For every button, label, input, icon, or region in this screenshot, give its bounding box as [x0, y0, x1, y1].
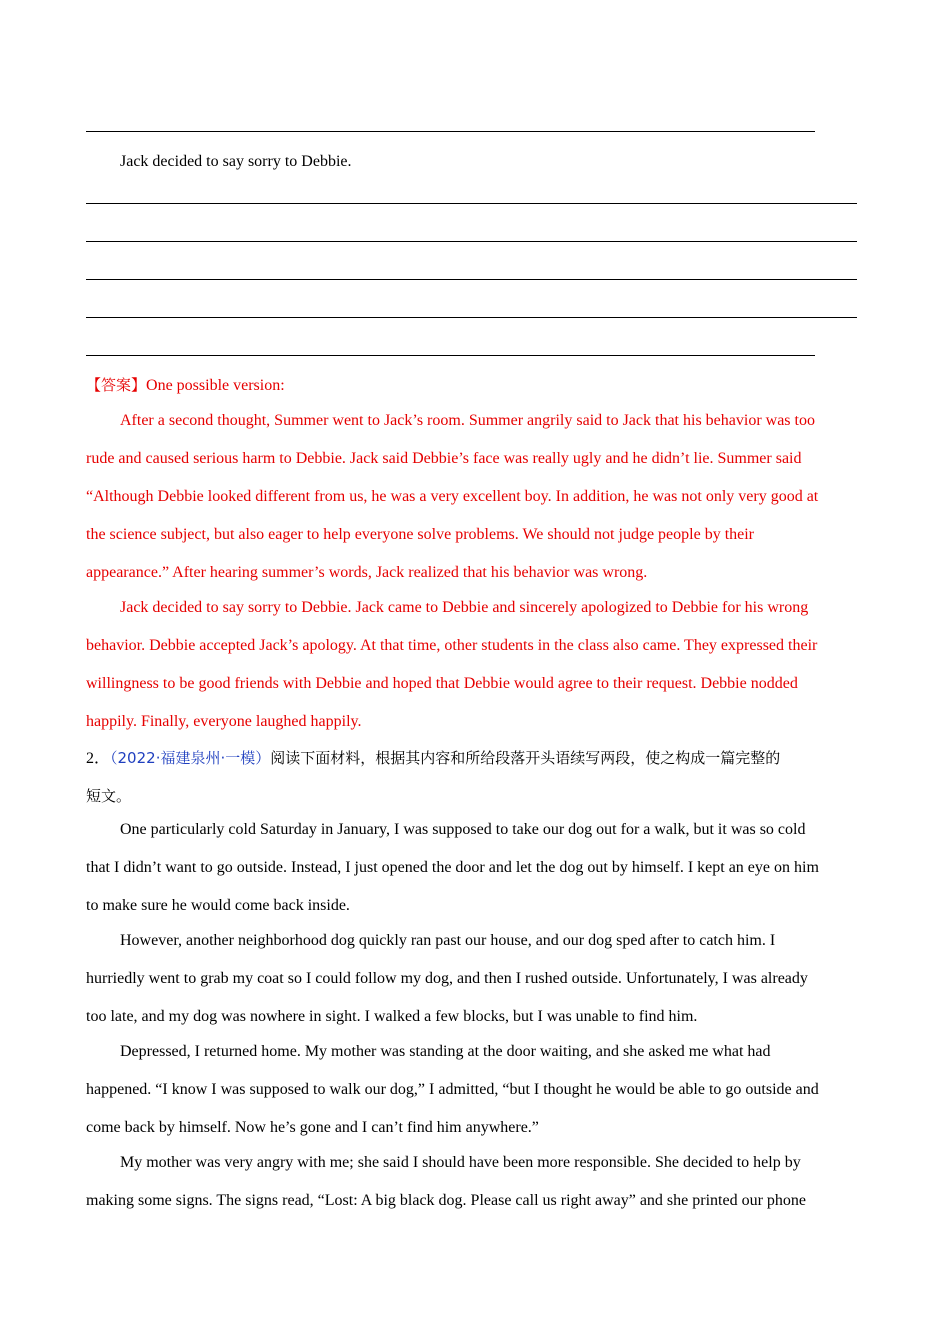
writing-line: [86, 131, 815, 132]
answer-text-line: happily. Finally, everyone laughed happily.: [86, 713, 362, 730]
writing-line: [86, 317, 857, 318]
passage-line: However, another neighborhood dog quickly ran past our house, and our dog sped after to catch him. I: [120, 932, 776, 949]
answer-intro: One possible version:: [146, 377, 285, 394]
question-number: 2．: [86, 750, 111, 767]
answer-text-line: behavior. Debbie accepted Jack’s apology. At that time, other students in the class also came. They expressed their: [86, 637, 818, 654]
passage-line: making some signs. The signs read, “Lost: A big black dog. Please call us right away” and she printed our phone: [86, 1192, 807, 1209]
answer-heading: [86, 375, 861, 396]
answer-text-line: rude and caused serious harm to Debbie. Jack said Debbie’s face was really ugly and he didn’t lie. Summer said: [86, 450, 802, 467]
passage-line: that I didn’t want to go outside. Instead, I just opened the door and let the dog out by himself. I kept an eye on him: [86, 859, 819, 876]
writing-line: [86, 355, 815, 356]
question-source: （2022·福建泉州·一模）: [110, 749, 271, 767]
passage-line: hurriedly went to grab my coat so I could follow my dog, and then I rushed outside. Unfortunately, I was already: [86, 970, 808, 987]
passage-line: to make sure he would come back inside.: [86, 897, 350, 914]
answer-text-line: the science subject, but also eager to help everyone solve problems. We should not judge people by their: [86, 526, 755, 543]
question-instruction-cont: 短文。: [86, 787, 132, 805]
passage-line: happened. “I know I was supposed to walk our dog,” I admitted, “but I thought he would be able to go outside and: [86, 1081, 819, 1098]
passage-line: too late, and my dog was nowhere in sight. I walked a few blocks, but I was unable to find him.: [86, 1008, 698, 1025]
passage-line: Depressed, I returned home. My mother was standing at the door waiting, and she asked me what had: [120, 1043, 771, 1060]
passage-line: One particularly cold Saturday in January, I was supposed to take our dog out for a walk, but it was so cold: [120, 821, 806, 838]
answer-text-line: After a second thought, Summer went to Jack’s room. Summer angrily said to Jack that his behavior was too: [120, 412, 815, 429]
writing-line: [86, 279, 857, 280]
passage-line: come back by himself. Now he’s gone and I can’t find him anywhere.”: [86, 1119, 539, 1136]
question-instruction: 阅读下面材料，根据其内容和所给段落开头语续写两段，使之构成一篇完整的: [270, 749, 781, 767]
paragraph-prompt: Jack decided to say sorry to Debbie.: [120, 153, 352, 170]
answer-text-line: “Although Debbie looked different from us, he was a very excellent boy. In addition, he was not only very good at: [86, 488, 819, 505]
answer-label: 【答案】: [86, 376, 147, 394]
answer-text-line: appearance.” After hearing summer’s words, Jack realized that his behavior was wrong.: [86, 564, 648, 581]
answer-text-line: willingness to be good friends with Debbie and hoped that Debbie would agree to their request. Debbie nodded: [86, 675, 798, 692]
passage-line: My mother was very angry with me; she said I should have been more responsible. She decided to help by: [120, 1154, 801, 1171]
writing-line: [86, 203, 857, 204]
writing-line: [86, 241, 857, 242]
question-header: [86, 748, 861, 769]
answer-text-line: Jack decided to say sorry to Debbie. Jack came to Debbie and sincerely apologized to Debbie for his wrong: [120, 599, 809, 616]
